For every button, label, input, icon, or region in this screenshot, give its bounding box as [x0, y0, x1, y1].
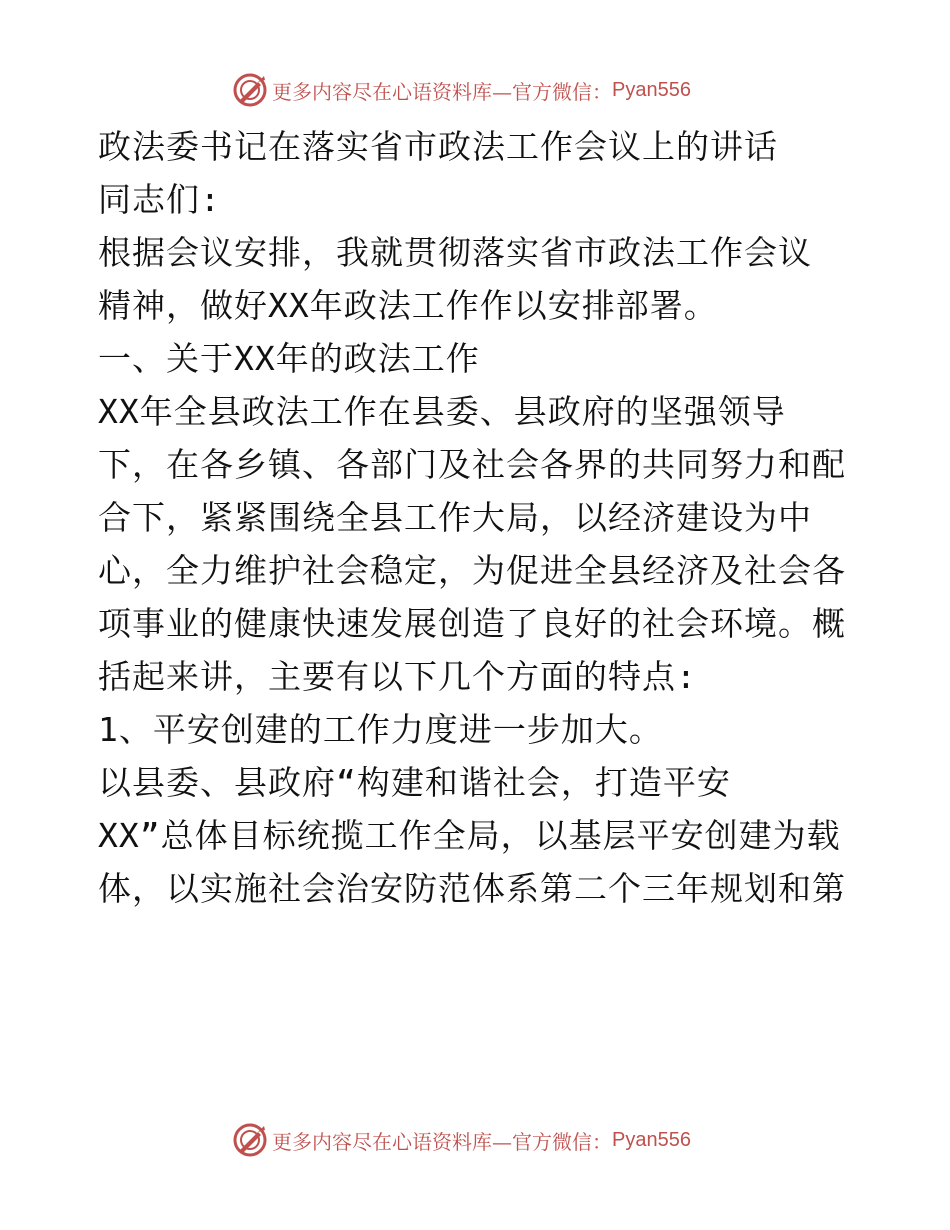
document-title: 政法委书记在落实省市政法工作会议上的讲话	[98, 127, 778, 166]
paragraph-line: 精神，做好XX年政法工作作以安排部署。	[98, 286, 718, 325]
watermark-text: 更多内容尽在心语资料库—官方微信：	[272, 79, 612, 104]
paragraph-line: 体，以实施社会治安防范体系第二个三年规划和第	[98, 869, 846, 908]
paragraph-line: 项事业的健康快速发展创造了良好的社会环境。概	[98, 604, 846, 643]
paragraph-line: 下，在各乡镇、各部门及社会各界的共同努力和配	[98, 445, 846, 484]
paragraph-line: 根据会议安排，我就贯彻落实省市政法工作会议	[98, 233, 812, 272]
subsection-heading: 1、平安创建的工作力度进一步加大。	[98, 710, 663, 749]
paragraph-line: 心，全力维护社会稳定，为促进全县经济及社会各	[98, 551, 846, 590]
section-heading: 一、关于XX年的政法工作	[98, 339, 480, 378]
paragraph-line: XX”总体目标统揽工作全局，以基层平安创建为载	[98, 816, 841, 855]
paragraph-line: XX年全县政法工作在县委、县政府的坚强领导	[98, 392, 786, 431]
paragraph-line: 合下，紧紧围绕全县工作大局，以经济建设为中	[98, 498, 812, 537]
salutation: 同志们:	[98, 180, 221, 219]
document-body	[98, 120, 858, 915]
watermark-wechat-id: Pyan556	[612, 1128, 691, 1151]
watermark-wechat-id: Pyan556	[612, 78, 691, 101]
footer-watermark	[232, 1120, 691, 1160]
paragraph-line: 括起来讲，主要有以下几个方面的特点:	[98, 657, 697, 696]
pen-logo-icon	[232, 1122, 268, 1158]
pen-logo-icon	[232, 72, 268, 108]
paragraph-line: 以县委、县政府“构建和谐社会，打造平安	[98, 763, 731, 802]
header-watermark	[232, 70, 691, 110]
watermark-text: 更多内容尽在心语资料库—官方微信：	[272, 1129, 612, 1154]
